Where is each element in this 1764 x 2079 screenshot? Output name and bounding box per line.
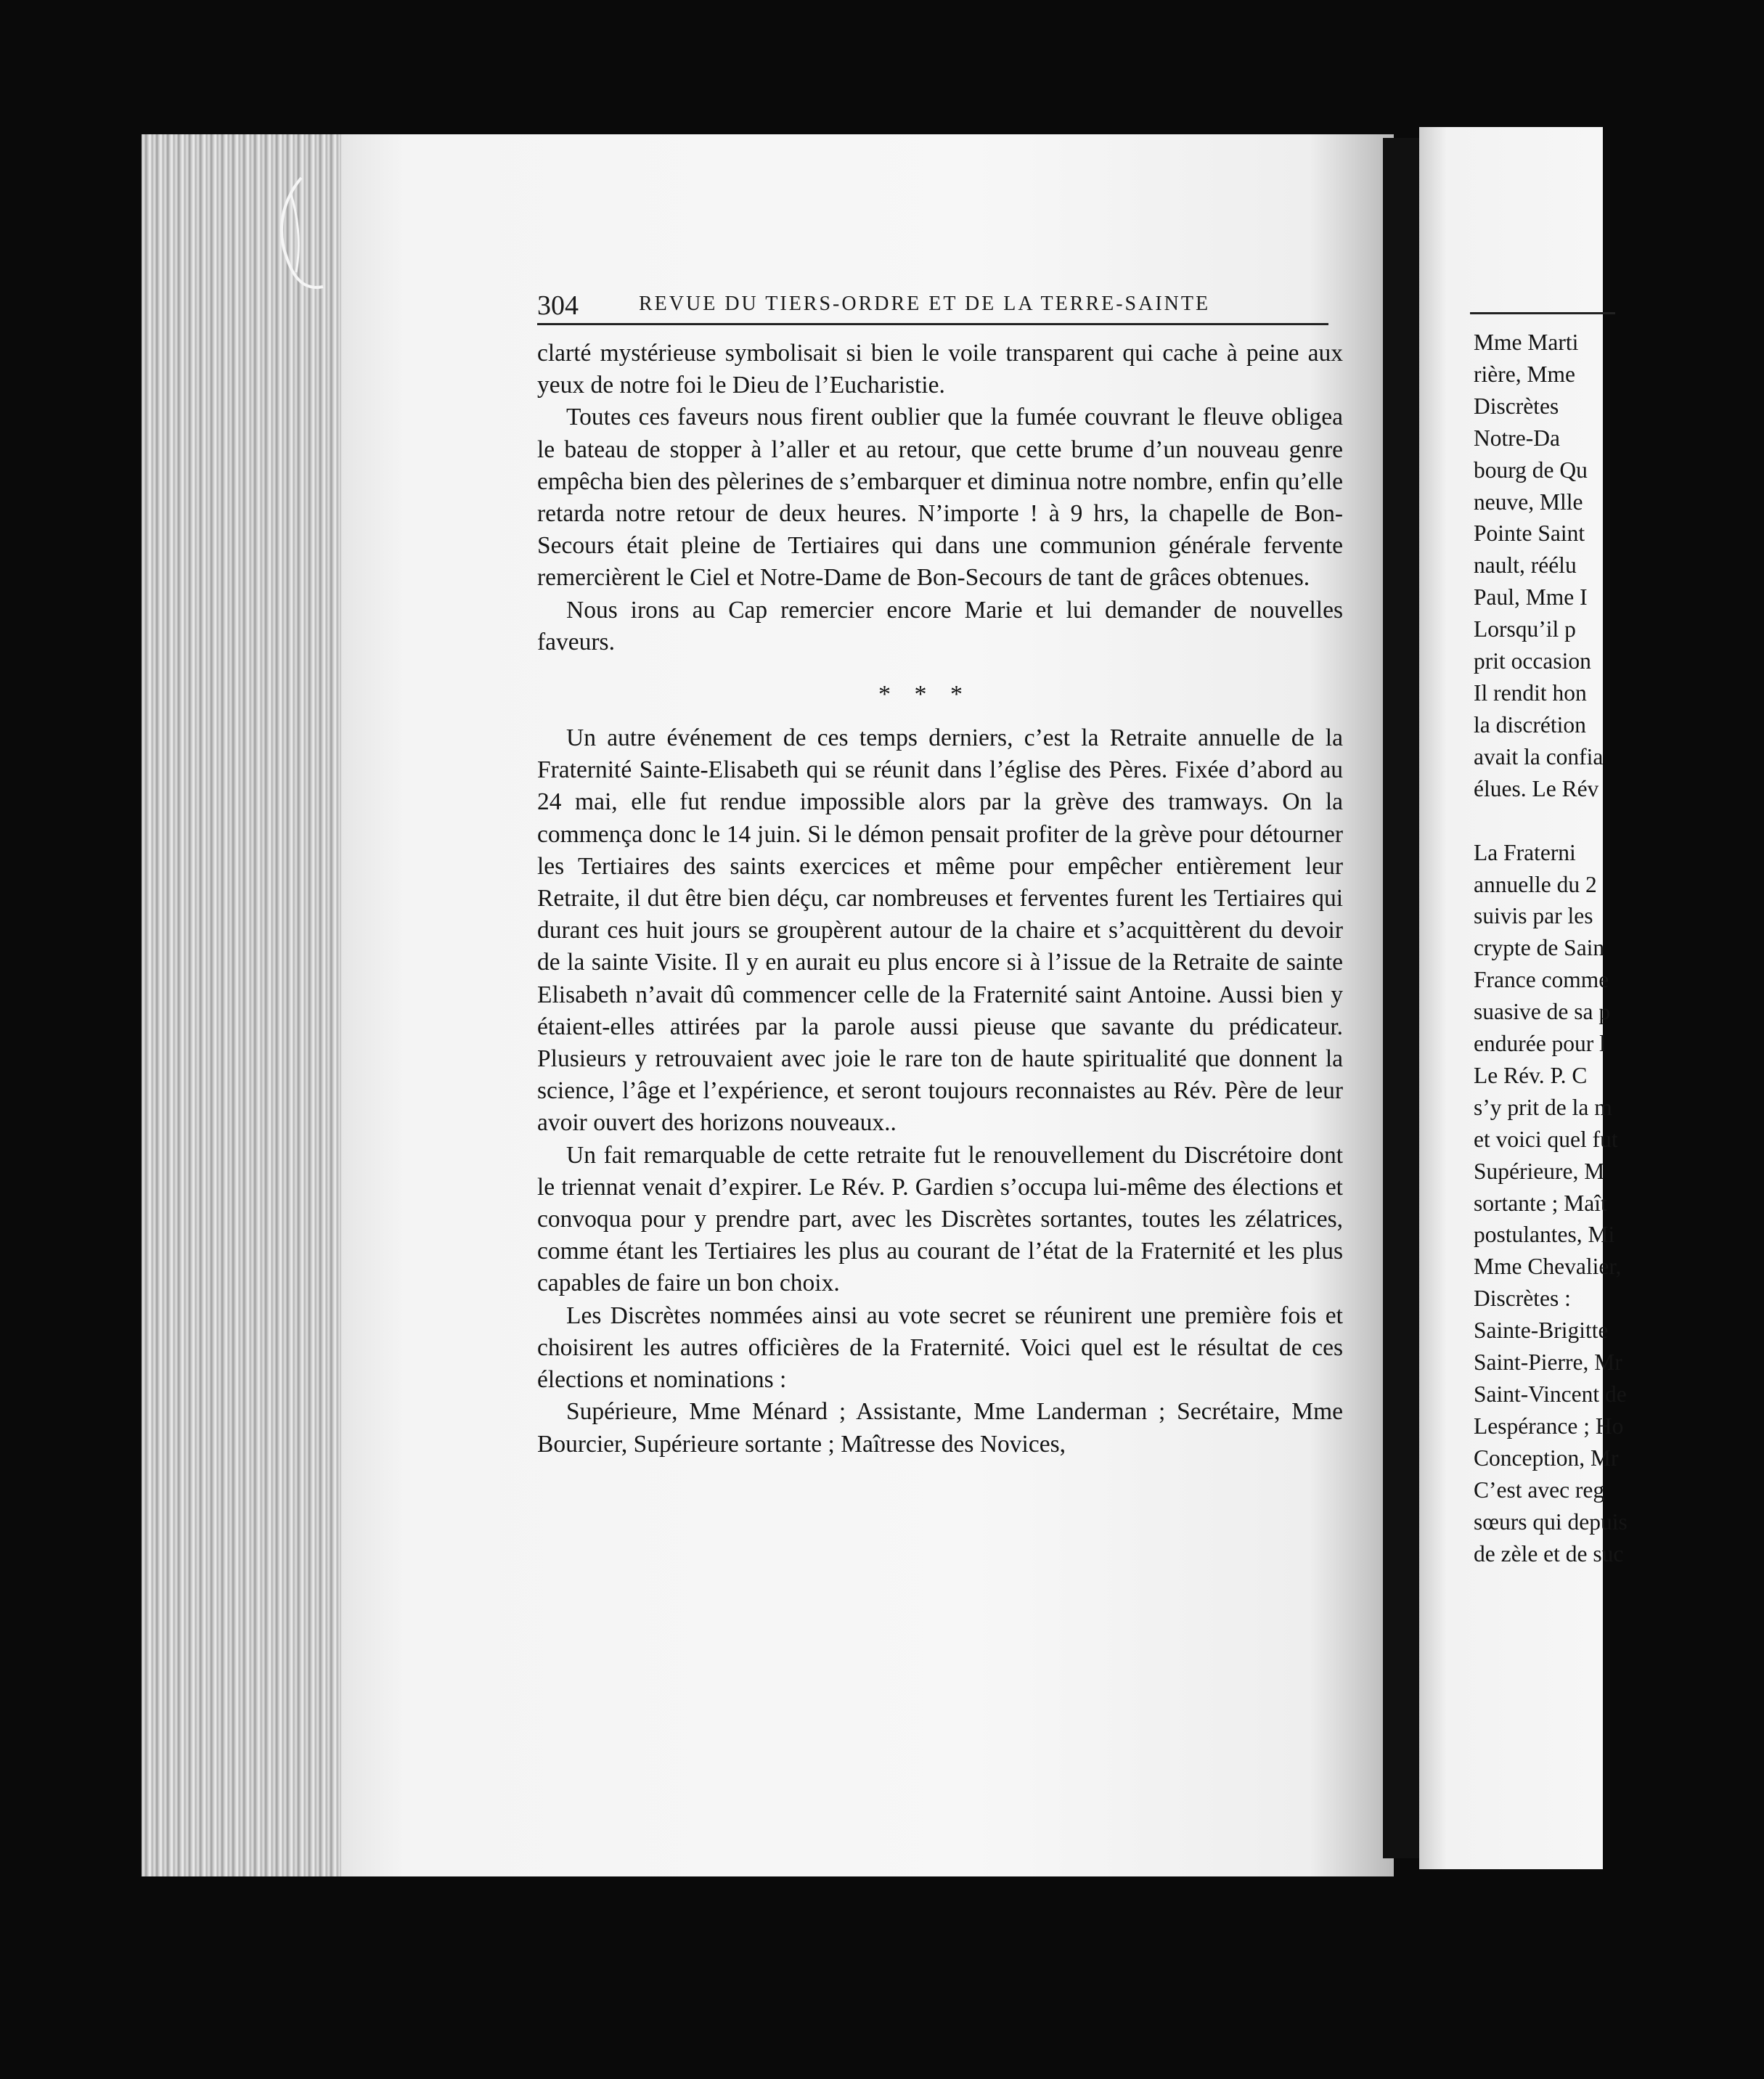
page-number: 304 xyxy=(537,290,579,321)
pencil-annotation-mark xyxy=(261,171,327,301)
text-line: crypte de Sain xyxy=(1474,935,1605,961)
left-page-body xyxy=(537,338,1343,1461)
text-line: Supérieure, M xyxy=(1474,1158,1605,1184)
text-line: annuelle du 2 xyxy=(1474,871,1597,897)
right-page xyxy=(1419,127,1628,1869)
paragraph-gap xyxy=(1474,805,1764,837)
page-header xyxy=(537,287,1328,325)
text-line: Mme Marti xyxy=(1474,330,1579,355)
text-line: Discrètes xyxy=(1474,393,1559,419)
running-title: REVUE DU TIERS-ORDRE ET DE LA TERRE-SAINTE xyxy=(639,293,1211,315)
text-line: suasive de sa p xyxy=(1474,999,1611,1025)
text-line: suivis par les xyxy=(1474,903,1593,929)
text-line: élues. Le Rév xyxy=(1474,775,1599,801)
text-line: France comme xyxy=(1474,967,1609,993)
text-line: Saint-Vincent de xyxy=(1474,1381,1627,1407)
text-line: Il rendit hon xyxy=(1474,679,1587,706)
paragraph: Un autre événement de ces temps derniers, c’est la Retraite annuelle de la Fraternité Sainte-Elisabeth qui se réunit dans l’église des Pères. Fixée d’abord au 24 mai, elle fut rendue impossible alors par la grève des tramways. On la commença donc le 14 juin. Si le démon pensait profiter de la grève pour détourner les Tertiaires des saints exercices et même pour empêcher entièrement leur Retraite, il dut être bien déçu, car nombreuses et ferventes furent les Tertiaires qui durant ces huit jours se groupèrent autour de la chaire et s’acquittèrent du devoir de la sainte Visite. Il y en aurait eu plus encore si à l’issue de la Retraite de sainte Elisabeth n’avait dû commencer celle de la Fraternité saint Antoine. Aussi bien y étaient-elles attirées par la parole aussi pieuse que savante du prédicateur. Plusieurs y retrouvaient avec joie le rare ton de haute spiritualité que donnent la science, l’âge et l’expérience, et seront toujours reconnaistes au Rév. Père de leur avoir ouvert des horizons nouveaux.. xyxy=(537,724,1343,1137)
text-line: neuve, Mlle xyxy=(1474,489,1583,515)
text-line: Sainte-Brigitte xyxy=(1474,1318,1609,1344)
text-line: Mme Chevalier, xyxy=(1474,1254,1622,1280)
right-header-rule xyxy=(1470,312,1615,314)
text-line: bourg de Qu xyxy=(1474,457,1588,483)
text-line: Discrètes : xyxy=(1474,1286,1571,1312)
text-line: C’est avec reg xyxy=(1474,1476,1605,1503)
paragraph: Toutes ces faveurs nous firent oublier que la fumée couvrant le fleuve obligea le bateau de stopper à l’aller et au retour, que cette brume d’un nouveau genre empêcha bien des pèlerines de s’embarquer et diminua notre nombre, enfin qu’elle retarda notre retour de deux heures. N’importe ! à 9 hrs, la chapelle de Bon-Secours était pleine de Tertiaires qui dans une communion générale fervente remercièrent le Ciel et Notre-Dame de Bon-Secours de tant de grâces obtenues. xyxy=(537,404,1343,592)
text-line: rière, Mme xyxy=(1474,361,1575,387)
text-line: Lespérance ; Ho xyxy=(1474,1413,1624,1439)
paragraph: Supérieure, Mme Ménard ; Assistante, Mme Landerman ; Secrétaire, Mme Bourcier, Supérieure sortante ; Maîtresse des Novices, xyxy=(537,1398,1343,1458)
text-line: Le Rév. P. C xyxy=(1474,1062,1588,1088)
paragraph: Un fait remarquable de cette retraite fut le renouvellement du Discrétoire dont le triennat venait d’expirer. Le Rév. P. Gardien s’occupa lui-même des élections et convoqua pour y prendre part, avec les Discrètes sortantes, toutes les zélatrices, comme étant les Tertiaires les plus au courant de l’état de la Fraternité et les plus capables de faire un bon choix. xyxy=(537,1141,1343,1297)
text-line: Paul, Mme I xyxy=(1474,584,1588,610)
text-line: prit occasion xyxy=(1474,648,1591,674)
text-line: La Fraterni xyxy=(1474,839,1576,865)
paragraph: Nous irons au Cap remercier encore Marie et lui demander de nouvelles faveurs. xyxy=(537,596,1343,655)
text-line: avait la confia xyxy=(1474,743,1604,769)
text-line: Pointe Saint xyxy=(1474,520,1585,547)
text-line: Saint-Pierre, Mr xyxy=(1474,1349,1622,1376)
text-line: postulantes, Mi xyxy=(1474,1222,1615,1248)
text-line: et voici quel fut xyxy=(1474,1126,1618,1152)
text-line: Conception, Mr xyxy=(1474,1445,1619,1471)
section-separator: * * * xyxy=(878,681,971,708)
right-page-body xyxy=(1474,327,1764,1569)
text-line: sortante ; Maît xyxy=(1474,1190,1607,1216)
book-page-edges xyxy=(142,134,359,1876)
text-line: la discrétion xyxy=(1474,711,1586,738)
paragraph: Les Discrètes nommées ainsi au vote secret se réunirent une première fois et choisirent les autres officières de la Fraternité. Voici quel est le résultat de ces élections et nominations : xyxy=(537,1302,1343,1394)
paragraph: clarté mystérieuse symbolisait si bien le voile transparent qui cache à peine aux yeux de notre foi le Dieu de l’Eucharistie. xyxy=(537,340,1343,399)
text-line: Lorsqu’il p xyxy=(1474,616,1576,642)
text-line: s’y prit de la m xyxy=(1474,1094,1612,1120)
text-line: Notre-Da xyxy=(1474,425,1560,451)
text-line: sœurs qui depuis xyxy=(1474,1508,1628,1535)
text-line: nault, réélu xyxy=(1474,552,1577,579)
text-line: endurée pour l xyxy=(1474,1031,1606,1057)
text-line: de zèle et de suc xyxy=(1474,1540,1624,1567)
